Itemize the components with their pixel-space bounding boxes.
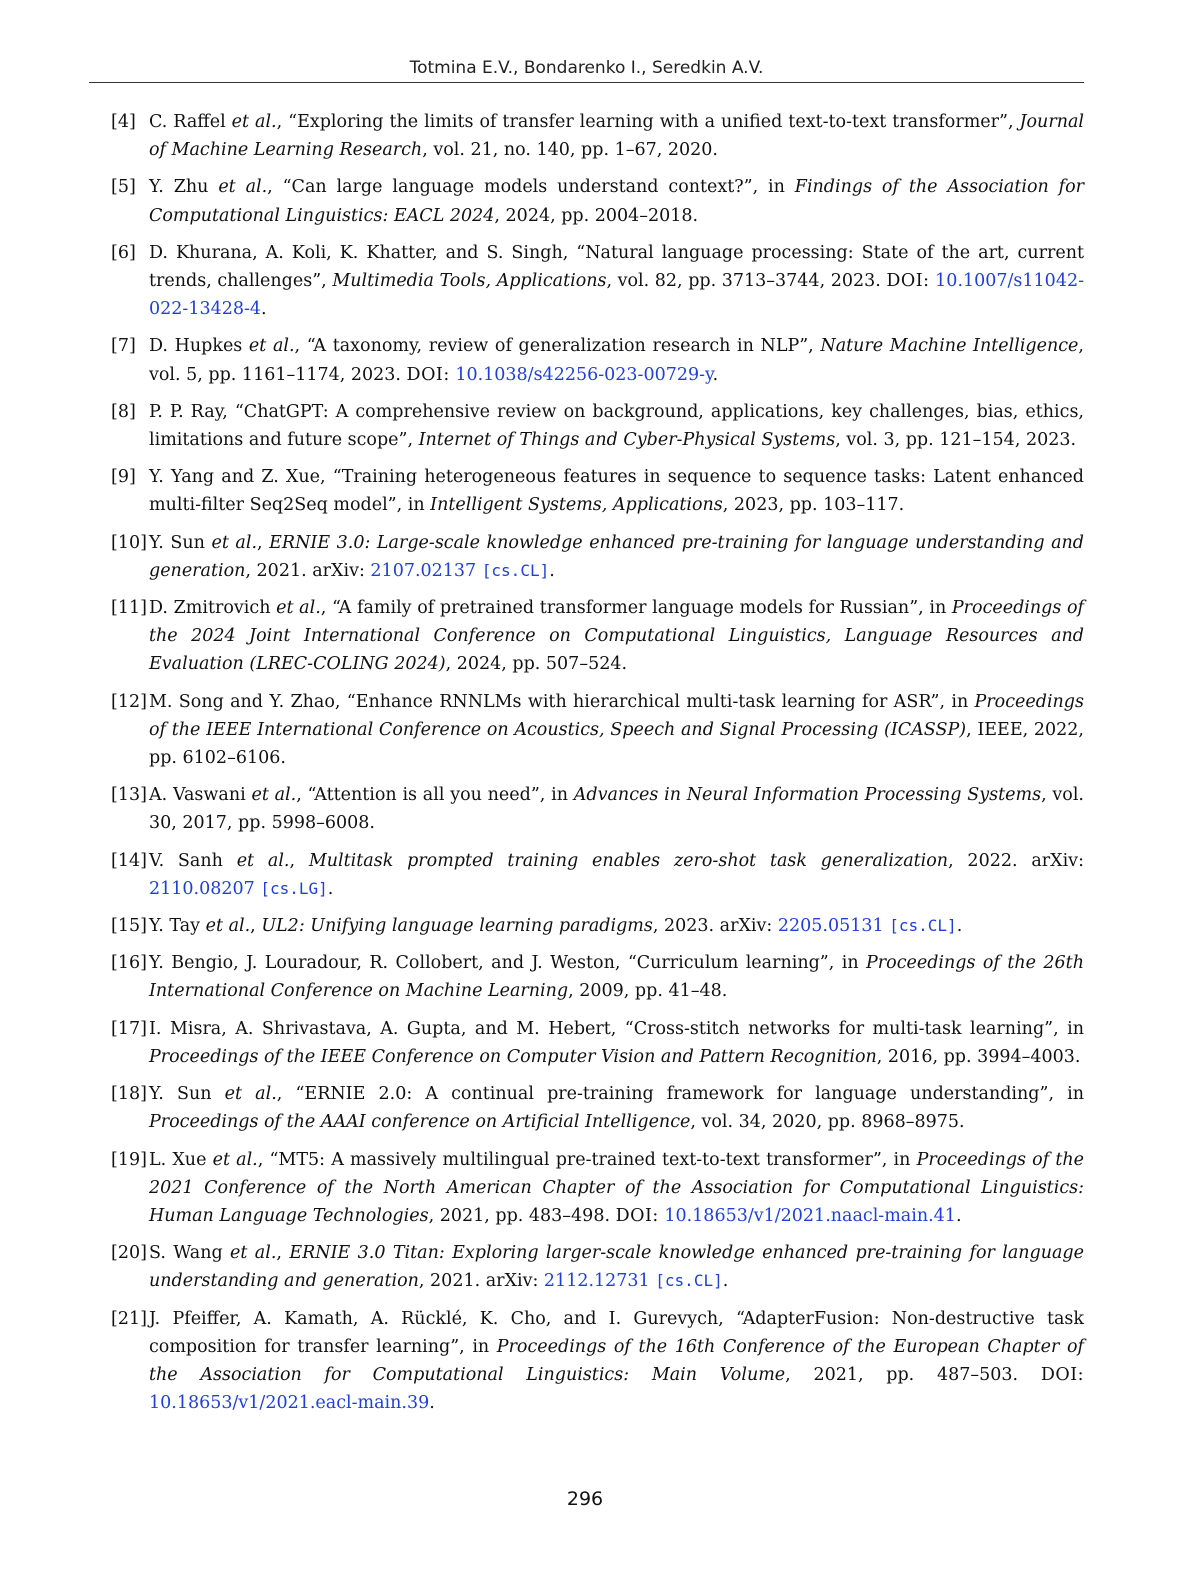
reference-text: A. Vaswani et al., “Attention is all you need”, in Advances in Neural Information Processing Systems, vol. 30, 2017, pp. 5998–6008. [149,785,1084,834]
reference-number: [9] [111,467,136,488]
reference-venue: Intelligent Systems, Applications [430,495,723,516]
reference-item [89,463,1084,519]
reference-number: [21] [111,1308,147,1329]
reference-number: [13] [111,785,147,806]
reference-number: [19] [111,1149,147,1170]
reference-item [89,1015,1084,1071]
reference-item [89,949,1084,1005]
reference-number: [18] [111,1084,147,1105]
reference-text: C. Raffel et al., “Exploring the limits of transfer learning with a unified text-to-text transformer”, Journal of Machine Learning Research, vol. 21, no. 140, pp. 1–67, 2020. [149,112,1084,161]
reference-item [89,1239,1084,1295]
doi-label: DOI: [615,1205,659,1226]
reference-item [89,847,1084,903]
reference-item [89,781,1084,837]
reference-venue: Multitask prompted training enables zero-shot task generalization [308,850,949,871]
reference-number: [11] [111,598,147,619]
reference-item [89,1146,1084,1231]
doi-link[interactable]: 10.1007/s11042-022-13428-4 [149,271,1084,320]
reference-text: I. Misra, A. Shrivastava, A. Gupta, and M. Hebert, “Cross-stitch networks for multi-task learning”, in Proceedings of the IEEE Conference on Computer Vision and Pattern Recognition, 2016, pp. 3994–4003. [149,1018,1084,1067]
reference-text: S. Wang et al., ERNIE 3.0 Titan: Exploring larger-scale knowledge enhanced pre-training for language understanding and generation, 2021. arXiv: 2112.12731 [cs.CL]. [149,1243,1084,1292]
reference-number: [6] [111,242,136,263]
reference-text: D. Khurana, A. Koli, K. Khatter, and S. Singh, “Natural language processing: State of the art, current trends, challenges”, Multimedia Tools, Applications, vol. 82, pp. 3713–3744, 2023. DOI: 10.1007/s11042-022-13428-4. [149,242,1084,320]
reference-number: [10] [111,532,147,553]
reference-text: L. Xue et al., “MT5: A massively multilingual pre-trained text-to-text transformer”, in Proceedings of the 2021 Conference of the North American Chapter of the Association for Computational Linguistics: Human Language Technologies, 2021, pp. 483–498. DOI: 10.18653/v1/2021.naacl-main.41. [149,1149,1084,1226]
reference-item [89,398,1084,454]
reference-item [89,108,1084,164]
reference-text: P. P. Ray, “ChatGPT: A comprehensive review on background, applications, key challenges, bias, ethics, limitations and future scope”, Internet of Things and Cyber-Physical Systems, vol. 3, pp. 121–154, 2023. [149,401,1084,451]
arxiv-category[interactable]: [cs.CL] [889,916,957,936]
reference-text: V. Sanh et al., Multitask prompted training enables zero-shot task generalization, 2022. arXiv: 2110.08207 [cs.LG]. [149,850,1084,899]
reference-venue: Findings of the Association for Computational Linguistics: EACL 2024 [149,177,1085,226]
reference-number: [8] [111,401,136,422]
reference-number: [4] [111,112,136,132]
reference-list [89,108,1084,1426]
reference-number: [14] [111,850,147,871]
reference-venue: Proceedings of the 2021 Conference of the North American Chapter of the Association for Computational Linguistics: Human Language Technologies [149,1149,1084,1226]
reference-text: Y. Tay et al., UL2: Unifying language learning paradigms, 2023. arXiv: 2205.05131 [cs.CL]. [149,916,963,937]
reference-number: [20] [111,1243,147,1264]
arxiv-link[interactable]: 2110.08207 [149,878,255,899]
reference-venue: Multimedia Tools, Applications [332,271,607,292]
reference-venue: Proceedings of the 26th International Conference on Machine Learning [149,953,1084,1002]
reference-item [89,912,1084,940]
doi-label: DOI: [886,271,930,292]
reference-item [89,688,1084,773]
reference-text: J. Pfeiffer, A. Kamath, A. Rücklé, K. Cho, and I. Gurevych, “AdapterFusion: Non-destructive task composition for transfer learning”, in Proceedings of the 16th Conference of the European Chapter of the Association for Computational Linguistics: Main Volume, 2021, pp. 487–503. DOI: 10.18653/v1/2021.eacl-main.39. [149,1308,1085,1414]
reference-venue: Advances in Neural Information Processing Systems [573,785,1042,806]
arxiv-category[interactable]: [cs.CL] [481,560,550,580]
reference-item [89,332,1084,388]
reference-item [89,1305,1084,1418]
reference-item [89,239,1084,324]
reference-text: Y. Zhu et al., “Can large language models understand context?”, in Findings of the Association for Computational Linguistics: EACL 2024, 2024, pp. 2004–2018. [149,177,1085,226]
reference-venue: Internet of Things and Cyber-Physical Systems [418,430,836,451]
arxiv-category[interactable]: [cs.LG] [260,878,328,898]
reference-venue: UL2: Unifying language learning paradigms [261,916,653,937]
reference-venue: Proceedings of the IEEE Conference on Computer Vision and Pattern Recognition [149,1046,877,1067]
reference-text: Y. Bengio, J. Louradour, R. Collobert, and J. Weston, “Curriculum learning”, in Proceedings of the 26th International Conference on Machine Learning, 2009, pp. 41–48. [149,953,1084,1002]
reference-venue: ERNIE 3.0 Titan: Exploring larger-scale knowledge enhanced pre-training for language understanding and generation [149,1243,1084,1292]
reference-number: [5] [111,177,136,198]
doi-label: DOI: [406,364,450,385]
doi-link[interactable]: 10.1038/s42256-023-00729-y [455,364,713,385]
doi-link[interactable]: 10.18653/v1/2021.naacl-main.41 [664,1205,956,1226]
reference-text: Y. Sun et al., “ERNIE 2.0: A continual pre-training framework for language understanding”, in Proceedings of the AAAI conference on Artificial Intelligence, vol. 34, 2020, pp. 8968–8975. [149,1084,1085,1133]
reference-venue: Journal of Machine Learning Research [149,112,1084,161]
page-number: 296 [566,1488,604,1510]
reference-text: D. Hupkes et al., “A taxonomy, review of generalization research in NLP”, Nature Machine Intelligence, vol. 5, pp. 1161–1174, 2023. DOI: 10.1038/s42256-023-00729-y. [149,336,1084,385]
reference-number: [16] [111,953,147,974]
reference-number: [12] [111,691,147,712]
reference-text: Y. Yang and Z. Xue, “Training heterogeneous features in sequence to sequence tasks: Latent enhanced multi-filter Seq2Seq model”, in Intelligent Systems, Applications, 2023, pp. 103–117. [149,467,1084,516]
arxiv-link[interactable]: 2112.12731 [543,1271,650,1292]
reference-text: M. Song and Y. Zhao, “Enhance RNNLMs with hierarchical multi-task learning for ASR”, in Proceedings of the IEEE International Conference on Acoustics, Speech and Signal Processing (ICASSP), IEEE, 2022, pp. 6102–6106. [149,691,1084,769]
reference-venue: Proceedings of the 2024 Joint International Conference on Computational Linguistics, Language Resources and Evaluation (LREC-COLING 2024) [149,598,1084,675]
reference-number: [7] [111,336,136,357]
doi-link[interactable]: 10.18653/v1/2021.eacl-main.39 [149,1393,430,1414]
reference-text: Y. Sun et al., ERNIE 3.0: Large-scale knowledge enhanced pre-training for language understanding and generation, 2021. arXiv: 2107.02137 [cs.CL]. [149,532,1085,581]
arxiv-category[interactable]: [cs.CL] [655,1271,723,1291]
reference-number: [17] [111,1018,147,1039]
reference-venue: Proceedings of the AAAI conference on Artificial Intelligence [149,1112,691,1133]
reference-item [89,173,1084,229]
reference-item [89,529,1084,585]
reference-number: [15] [111,916,147,937]
reference-venue: ERNIE 3.0: Large-scale knowledge enhanced pre-training for language understanding and generation [149,532,1085,581]
arxiv-link[interactable]: 2205.05131 [777,916,884,937]
reference-text: D. Zmitrovich et al., “A family of pretrained transformer language models for Russian”, in Proceedings of the 2024 Joint International Conference on Computational Linguistics, Language Resources and Evaluation (LREC-COLING 2024), 2024, pp. 507–524. [149,598,1084,675]
doi-label: DOI: [1040,1364,1085,1385]
reference-venue: Proceedings of the 16th Conference of the European Chapter of the Association for Computational Linguistics: Main Volume [149,1336,1084,1385]
reference-item [89,1080,1084,1136]
reference-venue: Nature Machine Intelligence [820,336,1079,357]
reference-venue: Proceedings of the IEEE International Conference on Acoustics, Speech and Signal Processing (ICASSP) [149,691,1084,740]
running-head: Totmina E.V., Bondarenko I., Seredkin A.V. [89,58,1084,83]
reference-item [89,594,1084,679]
arxiv-link[interactable]: 2107.02137 [370,560,477,581]
